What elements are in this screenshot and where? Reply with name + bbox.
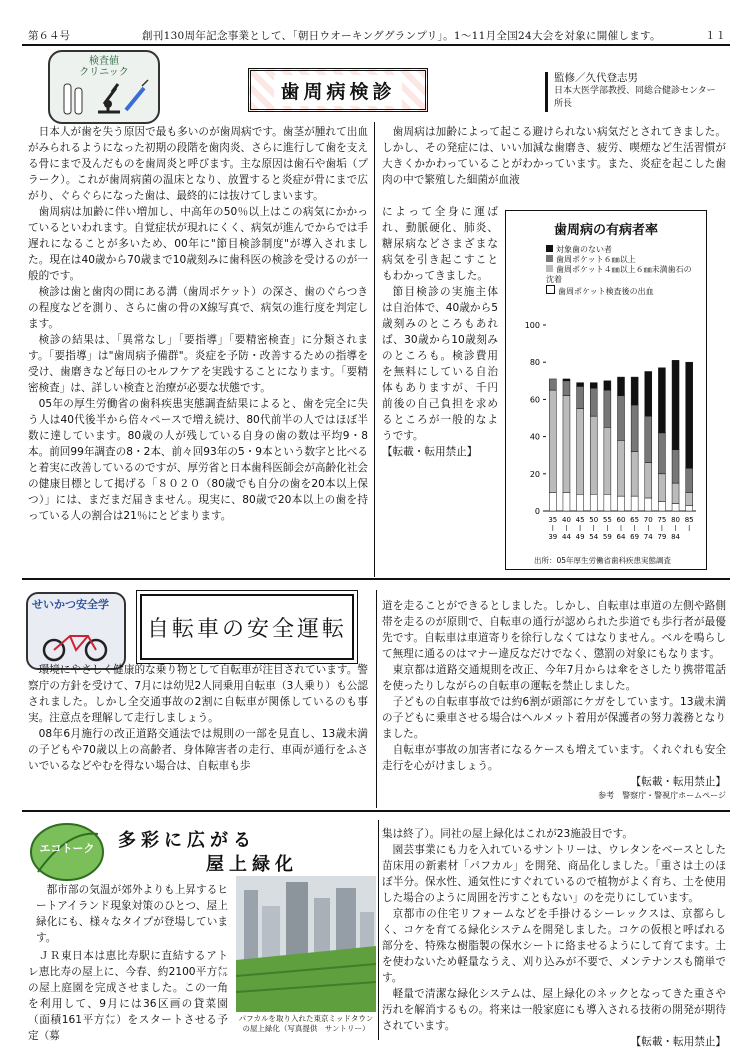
bar-segment	[645, 372, 652, 417]
article1-title: 歯周病検診	[248, 68, 428, 112]
photo-caption: パフカルを取り入れた東京ミッドタウンの屋上緑化（写真提供 サントリー）	[238, 1014, 374, 1033]
bar-segment	[658, 502, 665, 511]
bar-segment	[563, 379, 570, 381]
paragraph: 検診は歯と歯肉の間にある溝（歯周ポケット）の深さ、歯のぐらつきの程度などを測り、さらに歯の骨のX線写真で、病気の進行度を判定します。	[28, 286, 368, 330]
bar-segment	[549, 390, 556, 492]
paragraph: 05年の厚生労働省の歯科疾患実態調査結果によると、歯を完全に失う人は40代後半から倍々ペースで増え続け、80代前半の人ではほぼ半数に達しています。80歳の人が残している自身の歯の数は平均9・8本。前回99年調査の8・2本、前々回93年の5・9本という数字と比べると着実に改善しているのですが、厚労省と日本歯科医師会が高齢化社会の健康目標として掲げる「８０２０（80歳でも自分の歯を20本以上保つ）」には、まだまだ届きません。現実に、80歳で20本以上の歯を持っている人の割合は21％にとどまります。	[28, 398, 368, 522]
x-tick-label: 64	[616, 533, 626, 541]
bar-segment	[618, 396, 625, 441]
article1-col1	[28, 124, 368, 524]
article1-col2-side	[382, 204, 498, 460]
bar-segment	[563, 492, 570, 511]
supervisor-block	[545, 72, 734, 112]
x-tick-label: 50	[589, 516, 599, 524]
paragraph: 子どもの自転車事故では約6割が頭部にケガをしています。13歳未満の子どもに乗車させる場合はヘルメット着用が保護者の努力義務となりました。	[382, 696, 726, 740]
article3-title-line1: 多彩に広がる	[118, 830, 256, 851]
article3-title-line2: 屋上緑化	[206, 854, 298, 875]
bar-segment	[563, 396, 570, 493]
x-tick-label: 49	[575, 533, 585, 541]
paragraph: 東京都は道路交通規則を改正、今年7月からは傘をさしたり携帯電話を使ったりしながらの自転車の運転を禁止しました。	[382, 664, 726, 692]
bar-segment	[549, 379, 556, 390]
article1-col2-top	[382, 124, 726, 188]
x-tick-label: 40	[561, 516, 571, 524]
section-divider	[22, 810, 730, 812]
x-tick-label: 75	[657, 516, 667, 524]
issue-number: 第６４号	[28, 30, 70, 42]
paragraph: 歯周病は加齢によって起こる避けられない病気だとされてきました。しかし、その発症には、いい加減な歯磨き、疲労、喫煙など生活習慣が大きくかかわっていることがわかっています。また、炎症を起こした歯肉の中で繁殖した細菌が血液	[382, 126, 726, 186]
clinic-badge-label: 検査値 クリニック	[79, 56, 129, 78]
paragraph: 歯周病は加齢に伴い増加し、中高年の50％以上はこの病気にかかっているといわれます。自覚症状が現れにくく、病気が進んでからでは手遅れになることが多いため、00年に"節目検診制度"が導入されました。現在は40歳から70歳まで10歳刻みに歯科医の検診を受けるのが一般的です。	[28, 206, 368, 282]
x-tick-label: 45	[575, 516, 585, 524]
column-divider	[378, 820, 379, 1040]
bar-segment	[563, 381, 570, 396]
bar-segment	[604, 494, 611, 511]
bar-segment	[658, 474, 665, 502]
article2-col1	[28, 662, 368, 774]
rooftop-garden-photo	[236, 876, 376, 1012]
eco-talk-label: エコトーク	[39, 842, 95, 855]
paragraph: 都市部の気温が郊外よりも上昇するヒートアイランド現象対策のひとつ、屋上緑化にも、様々なタイプが登場しています。	[36, 884, 228, 944]
clinic-badge	[48, 50, 160, 124]
paragraph: 検診の結果は、「異常なし」「要指導」「要精密検査」に分類されます。「要指導」は"歯周病予備群"。炎症を予防・改善するための指導を受け、歯磨きなど毎日のセルフケアを実践することになります。「要精密検査」は、詳しい検査と治療が必要な状態です。	[28, 334, 368, 394]
x-tick-label: 54	[589, 533, 599, 541]
header-notice: 創刊130周年記念事業として、「朝日ウオーキンググランプリ」。1～11月全国24大会を対象に開催します。	[142, 30, 661, 42]
legend-item: 対象歯のない者	[546, 245, 696, 255]
bar-segment	[604, 390, 611, 427]
paragraph: 道を走ることができるとしました。しかし、自転車は車道の左側や路側帯を走るのが原則で、自転車の通行が認められた歩道でも歩行者が最優先です。自転車は車道寄りを徐行しなくてはなりません。ベルを鳴らして無理に通るのはマナー違反なだけでなく、懲罰の対象にもなります。	[382, 600, 726, 660]
paragraph: 集は終了）。同社の屋上緑化はこれが23施設目です。	[382, 828, 633, 840]
bar-segment	[672, 483, 679, 503]
bicycle-icon	[38, 628, 114, 662]
bar-segment	[590, 494, 597, 511]
reprint-notice: 【転載・転用禁止】	[630, 1036, 726, 1048]
y-tick-label: 100	[524, 321, 540, 330]
column-divider	[374, 122, 375, 577]
x-tick-label: 84	[671, 533, 681, 541]
bar-segment	[631, 405, 638, 452]
safety-badge-label: せいかつ安全学	[32, 598, 109, 611]
bar-segment	[658, 368, 665, 433]
page-header	[22, 26, 730, 46]
x-tick-label: 69	[630, 533, 640, 541]
bar-segment	[549, 492, 556, 511]
reprint-notice: 【転載・転用禁止】	[382, 446, 478, 458]
reprint-notice: 【転載・転用禁止】	[630, 776, 726, 788]
x-tick-label: 44	[561, 533, 571, 541]
y-tick-label: 40	[529, 432, 540, 442]
bar-segment	[590, 383, 597, 389]
microscope-icon	[58, 78, 150, 118]
bar-segment	[590, 416, 597, 494]
x-tick-label: 74	[643, 533, 653, 541]
supervisor-name: 監修／久代登志男	[554, 72, 638, 84]
bar-segment	[686, 505, 693, 511]
bar-segment	[577, 386, 584, 408]
chart-legend	[546, 245, 696, 297]
safety-badge	[26, 592, 126, 670]
bar-segment	[686, 468, 693, 492]
supervisor-affiliation: 日本大医学部教授、同総合健診センター所長	[554, 86, 716, 109]
paragraph: 自転車が事故の加害者になるケースも増えています。くれぐれも安全走行を心がけましょう。	[382, 744, 726, 772]
paragraph: 日本人が歯を失う原因で最も多いのが歯周病です。歯茎が腫れて出血がみられるようになった初期の段階を歯肉炎、さらに進行して歯を支える骨にまで及んだものを歯周炎と呼びます。主な原因は歯石や歯垢（プラーク）。これが歯周病菌の温床となり、放置すると炎症が骨にまで広がり、ぐらぐらになった歯は、最終的には抜けてしまいます。	[28, 126, 368, 202]
x-tick-label: 80	[671, 516, 681, 524]
y-tick-label: 20	[529, 469, 540, 479]
bar-segment	[577, 494, 584, 511]
x-tick-label: 65	[630, 516, 640, 524]
paragraph: 環境にやさしく健康的な乗り物として自転車が注目されています。警察庁の方針を受けて、7月には幼児2人同乗用自転車（3人乗り）も公認されました。しかし全交通事故の2割に自転車が関係しているのも事実。注意点を理解して走行しましょう。	[28, 664, 368, 724]
legend-item: 歯周ポケット検査後の出血	[546, 285, 696, 297]
legend-item: 歯周ポケット４㎜以上６㎜未満歯石の沈着	[546, 265, 692, 284]
paragraph: 園芸事業にも力を入れているサントリーは、ウレタンをベースとした苗床用の新素材「パフカル」を開発、商品化しました。「重さは土のほぼ半分。保水性、通気性にすぐれているので植物がよく育ち、土を使用した場合のように周囲を汚すこともない」のを売りにしています。	[382, 844, 726, 904]
x-tick-label: 85	[684, 516, 694, 524]
bar-segment	[577, 383, 584, 387]
section-divider	[22, 578, 730, 580]
bar-segment	[631, 496, 638, 511]
bar-segment	[618, 377, 625, 396]
paragraph: 軽量で清潔な緑化システムは、屋上緑化のネックとなってきた重さや汚れを解消するもの。将来は一般家庭にも導入される技術の開発が期待されています。	[382, 988, 726, 1032]
bar-segment	[686, 492, 693, 505]
periodontal-chart	[505, 210, 707, 570]
bar-segment	[672, 504, 679, 511]
paragraph: 節目検診の実施主体は自治体で、40歳から5歳刻みのところもあれば、30歳から10歳刻みのところも。検診費用を無料にしている自治体もありますが、千円前後の自己負担を求めるところが一般的なようです。	[382, 286, 498, 442]
bar-segment	[672, 450, 679, 483]
paragraph: 京都市の住宅リフォームなどを手掛けるシーレックスは、京都らしく、コケを育てる緑化システムを開発しました。コケの仮根と呼ばれる部分を、特殊な樹脂製の保水シートに絡ませるようにして育てます。土を使わないため軽量なうえ、刈り込みが不要で、メンテナンスも簡単です。	[382, 908, 726, 984]
y-tick-label: 0	[534, 507, 540, 516]
bar-segment	[645, 416, 652, 463]
chart-source: 出所：05年厚生労働省歯科疾患実態調査	[534, 556, 672, 565]
bar-segment	[686, 362, 693, 468]
bar-segment	[577, 409, 584, 495]
bar-segment	[658, 433, 665, 474]
reference-note: 参考 警察庁・警視庁ホームページ	[598, 791, 726, 800]
x-tick-label: 55	[602, 516, 612, 524]
x-tick-label: 59	[602, 533, 612, 541]
legend-item: 歯周ポケット６㎜以上	[546, 255, 696, 265]
bar-segment	[645, 463, 652, 498]
page-number: １１	[705, 30, 726, 42]
bar-segment	[631, 451, 638, 496]
x-tick-label: 79	[657, 533, 667, 541]
bar-segment	[618, 496, 625, 511]
bar-segment	[631, 377, 638, 405]
article2-title: 自転車の安全運転	[140, 594, 354, 660]
article2-col2	[382, 598, 726, 802]
column-divider	[376, 590, 377, 808]
article3-col2	[382, 826, 726, 1050]
bar-segment	[672, 360, 679, 449]
x-tick-label: 60	[616, 516, 626, 524]
bar-segment	[604, 381, 611, 390]
y-tick-label: 80	[529, 358, 540, 368]
x-tick-label: 70	[643, 516, 653, 524]
paragraph: ＪＲ東日本は恵比寿駅に直結するアトレ恵比寿の屋上に、今春、約2100平方㍍の屋上庭園を完成させました。この一角を利用して、9月には36区画の貸菜園（面積161平方㍍）をスタートさせる予定（募	[28, 950, 228, 1042]
x-tick-label: 35	[548, 516, 558, 524]
article3-col1	[28, 948, 228, 1044]
paragraph: によって全身に運ばれ、動脈硬化、肺炎、糖尿病などさまざまな病気を引き起こすこともわかってきました。	[382, 206, 498, 282]
paragraph: 08年6月施行の改正道路交通法では規則の一部を見直し、13歳未満の子どもや70歳以上の高齢者、身体障害者の走行、車両が通行をふさいでいるなどやむを得ない場合は、自転車も歩	[28, 728, 368, 772]
article3-col1-intro	[36, 882, 228, 946]
bar-segment	[618, 440, 625, 496]
bar-segment	[604, 427, 611, 494]
x-tick-label: 39	[548, 533, 558, 541]
bar-segment	[590, 388, 597, 416]
bar-segment	[645, 498, 652, 511]
chart-plot	[506, 305, 706, 555]
chart-title: 歯周病の有病者率	[553, 223, 658, 238]
y-tick-label: 60	[529, 395, 540, 405]
eco-talk-badge	[28, 820, 106, 884]
